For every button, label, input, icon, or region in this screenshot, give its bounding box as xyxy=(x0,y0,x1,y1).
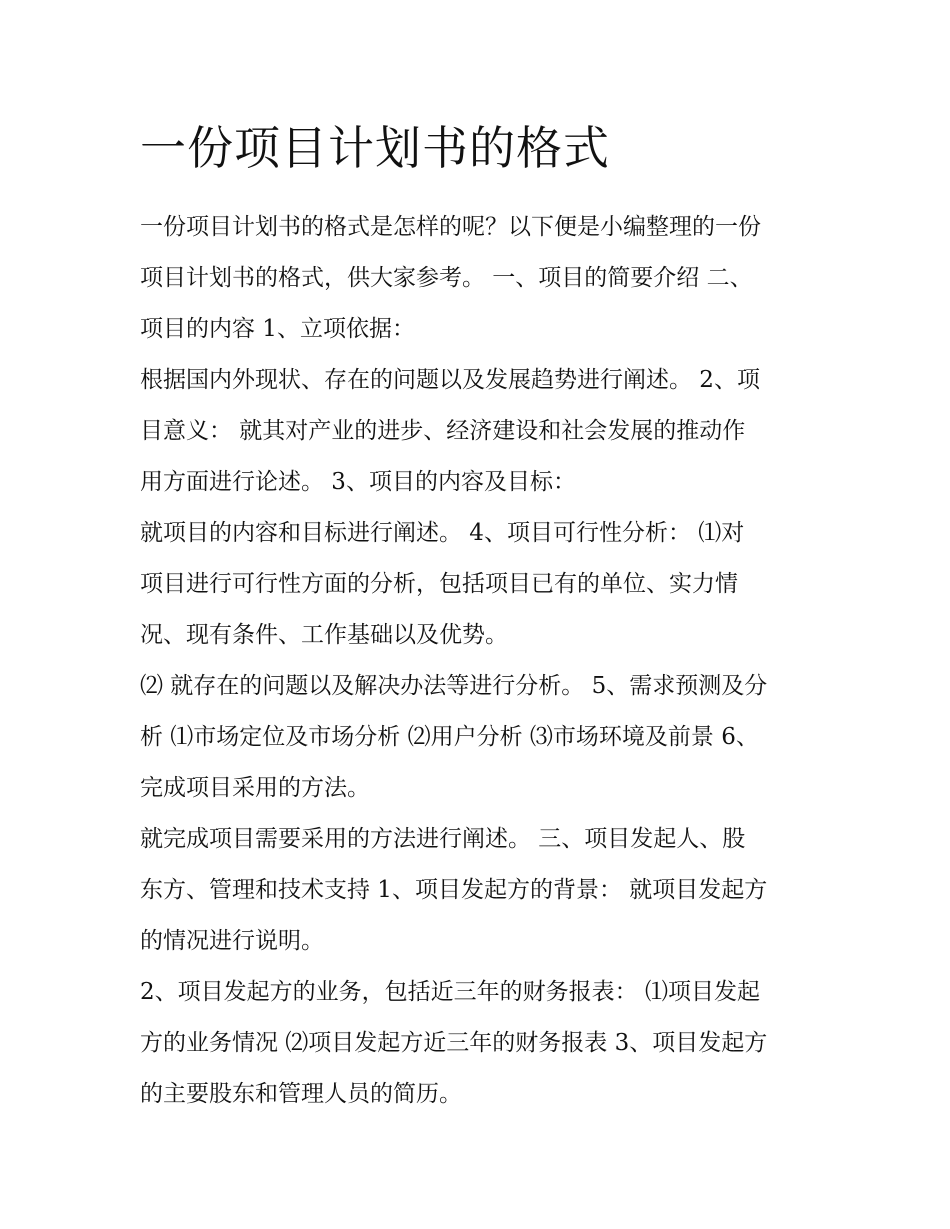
text-line: 东方、管理和技术支持 1、项目发起方的背景： 就项目发起方 xyxy=(140,877,768,903)
text-line: 就完成项目需要采用的方法进行阐述。 三、项目发起人、股 xyxy=(140,826,746,852)
document-title: 一份项目计划书的格式 xyxy=(140,121,610,175)
paragraph-6 xyxy=(140,967,820,1120)
text-line: 的主要股东和管理人员的简历。 xyxy=(140,1081,462,1107)
paragraph-2 xyxy=(140,355,820,508)
text-line: 根据国内外现状、存在的问题以及发展趋势进行阐述。 2、项 xyxy=(140,367,760,393)
text-line: 用方面进行论述。 3、项目的内容及目标： xyxy=(140,469,576,495)
text-line: 的情况进行说明。 xyxy=(140,928,324,954)
paragraph-4 xyxy=(140,661,820,814)
text-line: 方的业务情况 ⑵项目发起方近三年的财务报表 3、项目发起方 xyxy=(140,1030,768,1056)
text-line: 项目的内容 1、立项依据： xyxy=(140,316,415,342)
text-line: 况、现有条件、工作基础以及优势。 xyxy=(140,622,508,648)
text-line: 项目进行可行性方面的分析，包括项目已有的单位、实力情 xyxy=(140,571,738,597)
text-line: 就项目的内容和目标进行阐述。 4、项目可行性分析： ⑴对 xyxy=(140,520,745,546)
text-line: 完成项目采用的方法。 xyxy=(140,775,370,801)
paragraph-5 xyxy=(140,814,820,967)
document-body xyxy=(140,202,820,1120)
text-line: ⑵ 就存在的问题以及解决办法等进行分析。 5、需求预测及分 xyxy=(140,673,768,699)
text-line: 项目计划书的格式，供大家参考。 一、项目的简要介绍 二、 xyxy=(140,265,753,291)
text-line: 目意义： 就其对产业的进步、经济建设和社会发展的推动作 xyxy=(140,418,746,444)
text-line: 一份项目计划书的格式是怎样的呢？以下便是小编整理的一份 xyxy=(140,214,761,240)
document-page xyxy=(140,0,820,1120)
paragraph-3 xyxy=(140,508,820,661)
text-line: 析 ⑴市场定位及市场分析 ⑵用户分析 ⑶市场环境及前景 6、 xyxy=(140,724,759,750)
text-line: 2、项目发起方的业务，包括近三年的财务报表： ⑴项目发起 xyxy=(140,979,760,1005)
paragraph-1 xyxy=(140,202,820,355)
